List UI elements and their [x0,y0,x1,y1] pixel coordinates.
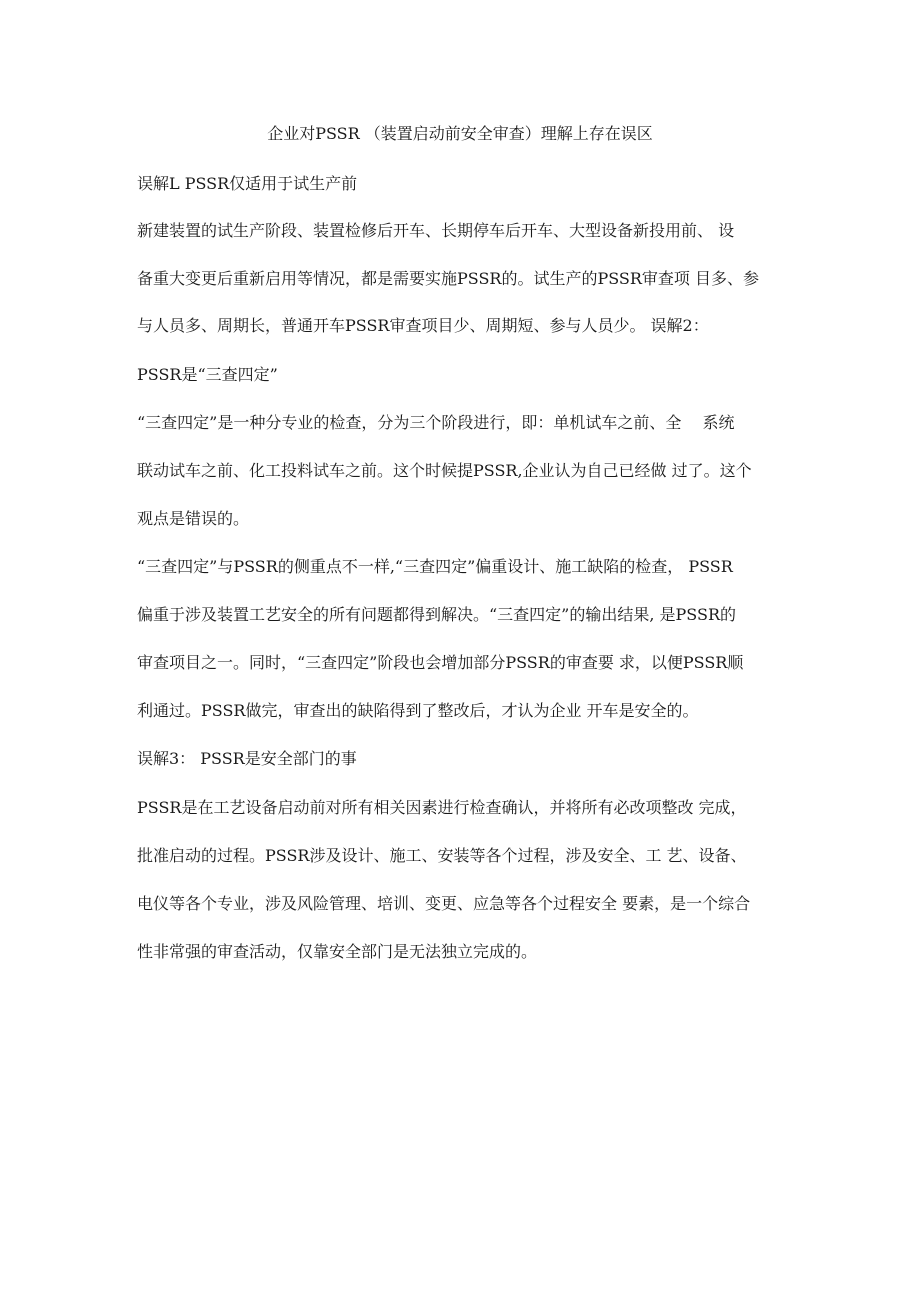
paragraph-line: 利通过。PSSR做完，审查出的缺陷得到了整改后，才认为企业 开车是安全的。 [137,701,699,720]
paragraph-line: 偏重于涉及装置工艺安全的所有问题都得到解决。“三查四定”的输出结果, 是PSSR的 [137,605,736,624]
paragraph-line: PSSR是在工艺设备启动前对所有相关因素进行检查确认，并将所有必改项整改 完成， [137,798,747,817]
paragraph-line: “三查四定”与PSSR的侧重点不一样,“三查四定”偏重设计、施工缺陷的检查， PSSR [137,557,733,576]
paragraph-line: 联动试车之前、化工投料试车之前。这个时候提PSSR,企业认为自己已经做 过了。这个 [137,461,752,480]
paragraph-line: 与人员多、周期长，普通开车PSSR审查项目少、周期短、参与人员少。 误解2： [137,316,709,335]
document-title: 企业对PSSR （装置启动前安全审查）理解上存在误区 [267,124,653,143]
heading-misconception-1: 误解L PSSR仅适用于试生产前 [137,174,358,193]
paragraph-line: 备重大变更后重新启用等情况，都是需要实施PSSR的。试生产的PSSR审查项 目多、参 [137,269,759,288]
paragraph-line: 审查项目之一。同时，“三查四定”阶段也会增加部分PSSR的审查要 求，以便PSSR顺 [137,653,744,672]
paragraph-line: “三查四定”是一种分专业的检查，分为三个阶段进行，即：单机试车之前、全 系统 [137,413,735,432]
paragraph-line: 新建装置的试生产阶段、装置检修后开车、长期停车后开车、大型设备新投用前、 设 [137,221,735,240]
heading-misconception-2: PSSR是“三查四定” [137,365,278,384]
paragraph-line: 观点是错误的。 [137,509,250,528]
paragraph-line: 电仪等各个专业，涉及风险管理、培训、变更、应急等各个过程安全 要素，是一个综合 [137,894,751,913]
paragraph-line: 性非常强的审查活动，仅靠安全部门是无法独立完成的。 [137,942,538,961]
paragraph-line: 批准启动的过程。PSSR涉及设计、施工、安装等各个过程，涉及安全、工 艺、设备、 [137,846,747,865]
heading-misconception-3: 误解3： PSSR是安全部门的事 [137,749,357,768]
